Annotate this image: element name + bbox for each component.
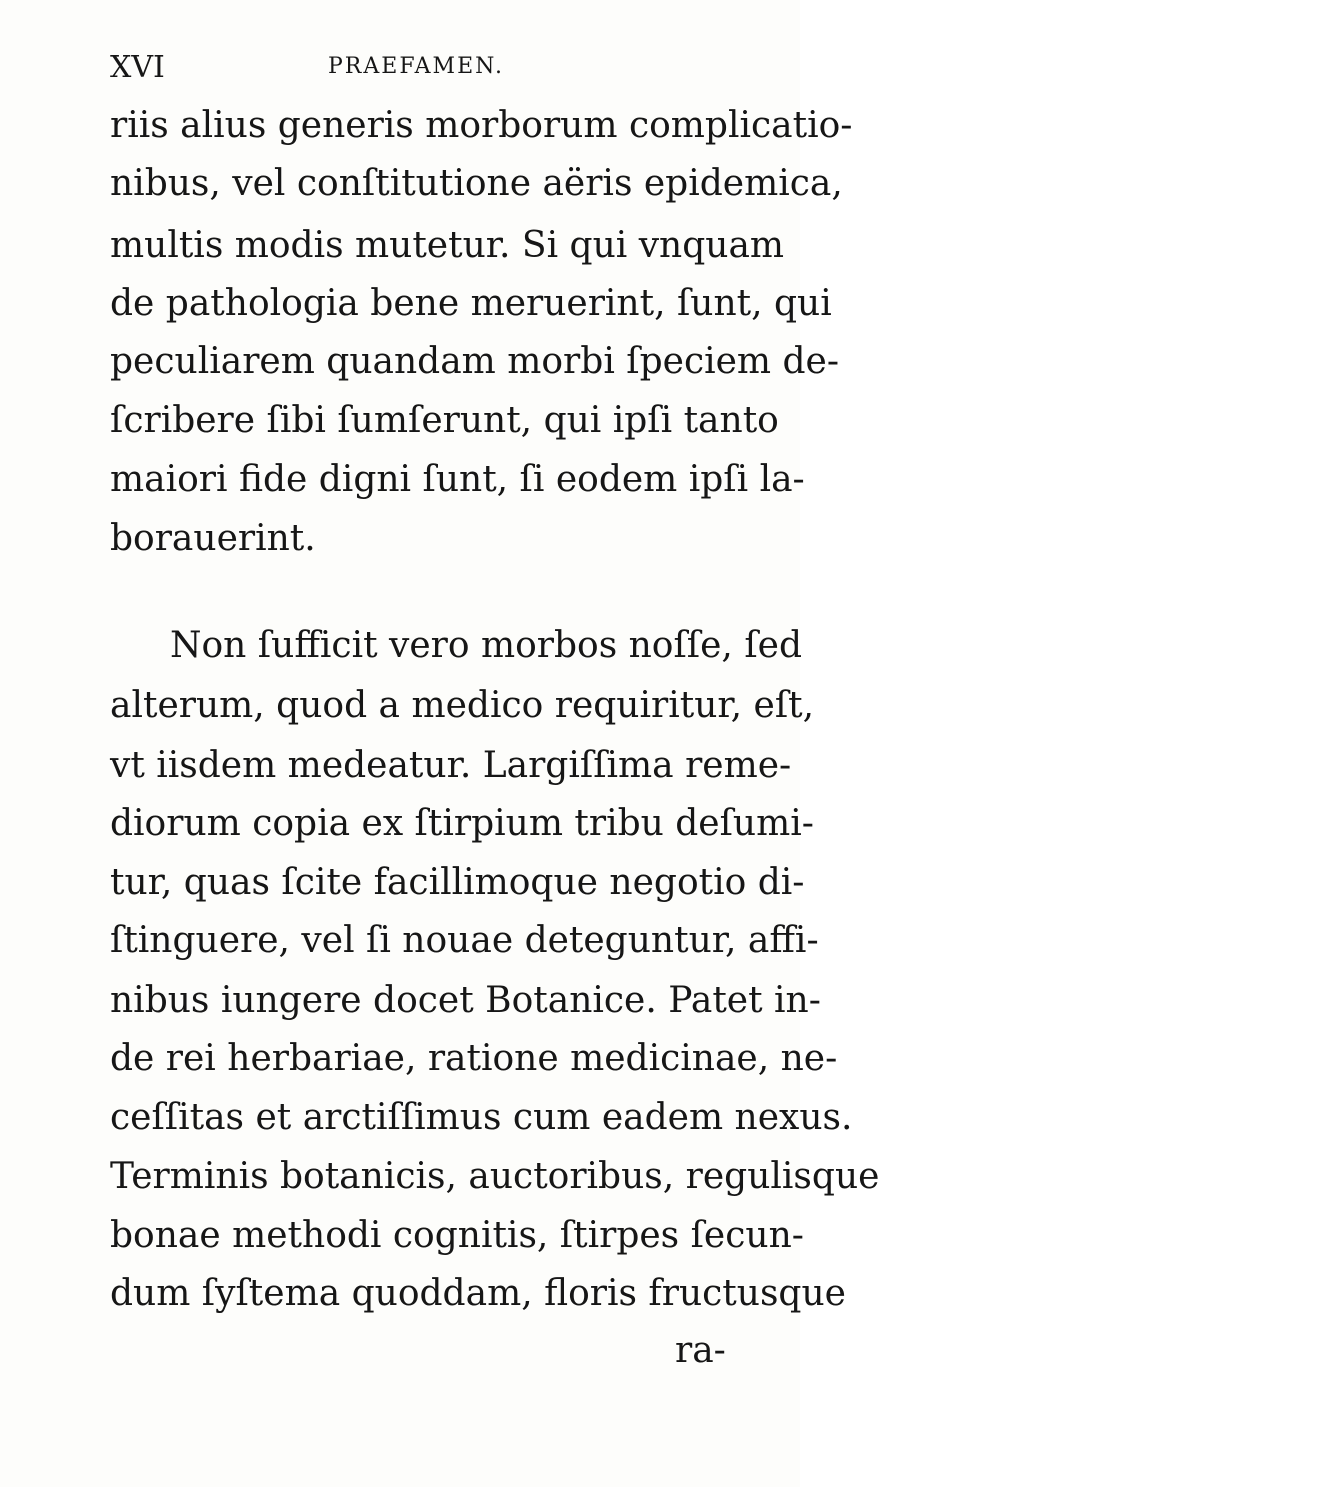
text-line: ceſſitas et arctiſſimus cum eadem nexus.: [110, 1097, 853, 1138]
text-line: Terminis botanicis, auctoribus, regulisque: [110, 1156, 880, 1197]
text-line: dum ſyſtema quoddam, floris fructusque: [110, 1273, 846, 1314]
text-line: ſtinguere, vel ſi nouae deteguntur, affi-: [110, 920, 819, 961]
text-line: Non ſufficit vero morbos noſſe, ſed: [170, 625, 802, 666]
text-line: de pathologia bene meruerint, ſunt, qui: [110, 283, 832, 324]
text-line: maiori fide digni ſunt, ſi eodem ipſi la-: [110, 459, 805, 500]
text-line: diorum copia ex ſtirpium tribu deſumi-: [110, 803, 814, 844]
running-title: PRAEFAMEN.: [328, 54, 504, 79]
text-line: de rei herbariae, ratione medicinae, ne-: [110, 1038, 838, 1079]
text-line: borauerint.: [110, 518, 316, 559]
text-line: riis alius generis morborum complicatio-: [110, 105, 853, 146]
text-line: alterum, quod a medico requiritur, eſt,: [110, 685, 815, 726]
text-line: vt iisdem medeatur. Largiſſima reme-: [110, 745, 792, 786]
text-line: ra-: [675, 1330, 726, 1371]
page-number: XVI: [110, 50, 165, 85]
text-line: nibus, vel conſtitutione aëris epidemica,: [110, 163, 843, 204]
text-line: ſcribere ſibi ſumſerunt, qui ipſi tanto: [110, 400, 779, 441]
text-line: tur, quas ſcite facillimoque negotio di-: [110, 862, 805, 903]
text-line: nibus iungere docet Botanice. Patet in-: [110, 980, 821, 1021]
text-line: peculiarem quandam morbi ſpeciem de-: [110, 341, 840, 382]
text-line: bonae methodi cognitis, ſtirpes ſecun-: [110, 1215, 804, 1256]
text-line: multis modis mutetur. Si qui vnquam: [110, 225, 785, 266]
